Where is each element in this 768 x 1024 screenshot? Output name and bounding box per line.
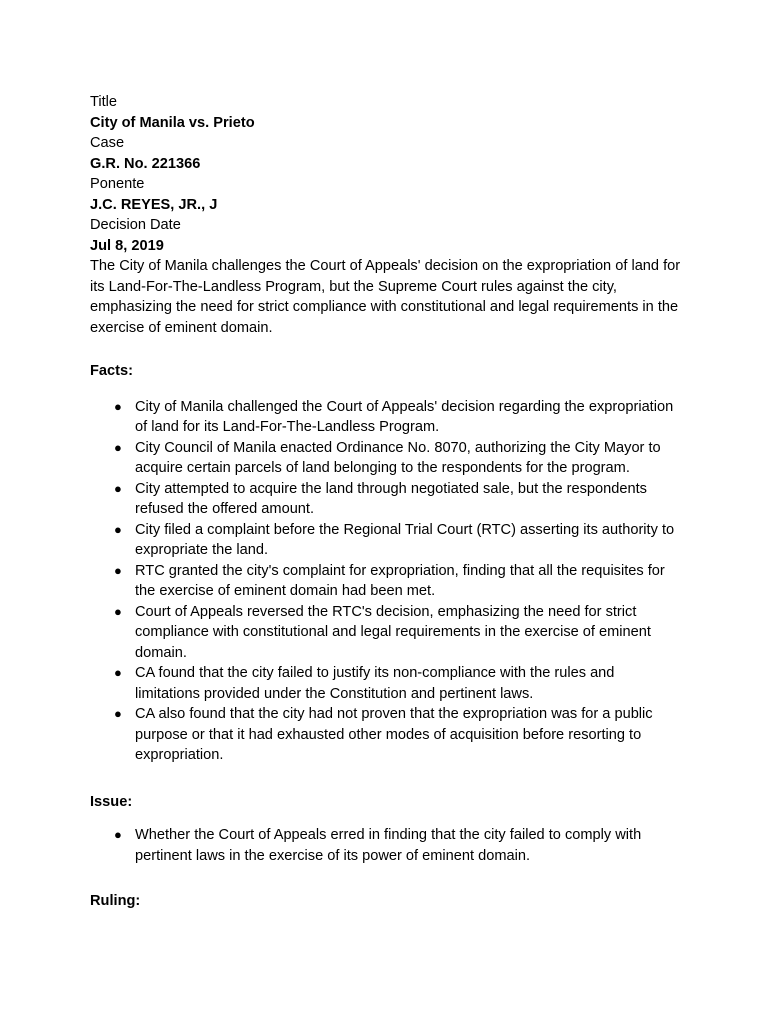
fact-text: City Council of Manila enacted Ordinance No. 8070, authorizing the City Mayor to acquire certain parcels of land belonging to the respondents for the program. (135, 439, 661, 476)
bullet-icon: ● (114, 562, 122, 578)
document-page (90, 92, 690, 912)
case-summary: The City of Manila challenges the Court of Appeals' decision on the expropriation of land for its Land-For-The-Landless Program, but the Supreme Court rules against the city, emphasizing the need for strict compliance with constitutional and legal requirements in the exercise of eminent domain. (90, 258, 681, 336)
list-item (90, 825, 680, 866)
ponente-label: Ponente (90, 176, 145, 192)
list-item (90, 663, 680, 704)
list-item (90, 520, 680, 561)
ponente-name: J.C. REYES, JR., J (90, 196, 218, 213)
bullet-icon: ● (114, 827, 122, 842)
list-item (90, 479, 680, 520)
case-number: G.R. No. 221366 (90, 155, 201, 172)
list-item (90, 704, 680, 766)
decision-date: Jul 8, 2019 (90, 237, 164, 254)
fact-text: City of Manila challenged the Court of Appeals' decision regarding the expropriation of land for its Land-For-The-Landless Program. (135, 398, 674, 435)
issue-list (90, 825, 690, 866)
facts-heading: Facts: (90, 363, 133, 379)
fact-text: City attempted to acquire the land through negotiated sale, but the respondents refused the offered amount. (135, 480, 647, 517)
list-item (90, 438, 680, 479)
fact-text: CA found that the city failed to justify its non-compliance with the rules and limitations provided under the Constitution and pertinent laws. (135, 665, 615, 702)
list-item (90, 602, 680, 664)
bullet-icon: ● (114, 480, 122, 496)
list-item (90, 397, 680, 438)
issue-heading: Issue: (90, 793, 133, 810)
bullet-icon: ● (114, 398, 122, 414)
bullet-icon: ● (114, 603, 122, 619)
facts-list (90, 397, 690, 766)
fact-text: Court of Appeals reversed the RTC's decision, emphasizing the need for strict compliance with constitutional and legal requirements in the exercise of eminent domain. (135, 603, 651, 661)
fact-text: City filed a complaint before the Regional Trial Court (RTC) asserting its authority to expropriate the land. (135, 521, 675, 558)
bullet-icon: ● (114, 521, 122, 537)
bullet-icon: ● (114, 665, 122, 680)
issue-text: Whether the Court of Appeals erred in finding that the city failed to comply with pertinent laws in the exercise of its power of eminent domain. (135, 827, 642, 864)
case-title: City of Manila vs. Prieto (90, 114, 255, 131)
bullet-icon: ● (114, 706, 122, 721)
case-label: Case (90, 135, 125, 151)
fact-text: CA also found that the city had not proven that the expropriation was for a public purpose or that it had exhausted other modes of acquisition before resorting to expropriation. (135, 706, 653, 763)
bullet-icon: ● (114, 439, 122, 455)
title-label: Title (90, 94, 118, 110)
ruling-heading: Ruling: (90, 893, 141, 909)
list-item (90, 561, 680, 602)
decision-date-label: Decision Date (90, 217, 181, 233)
fact-text: RTC granted the city's complaint for expropriation, finding that all the requisites for the exercise of eminent domain had been met. (135, 562, 665, 599)
